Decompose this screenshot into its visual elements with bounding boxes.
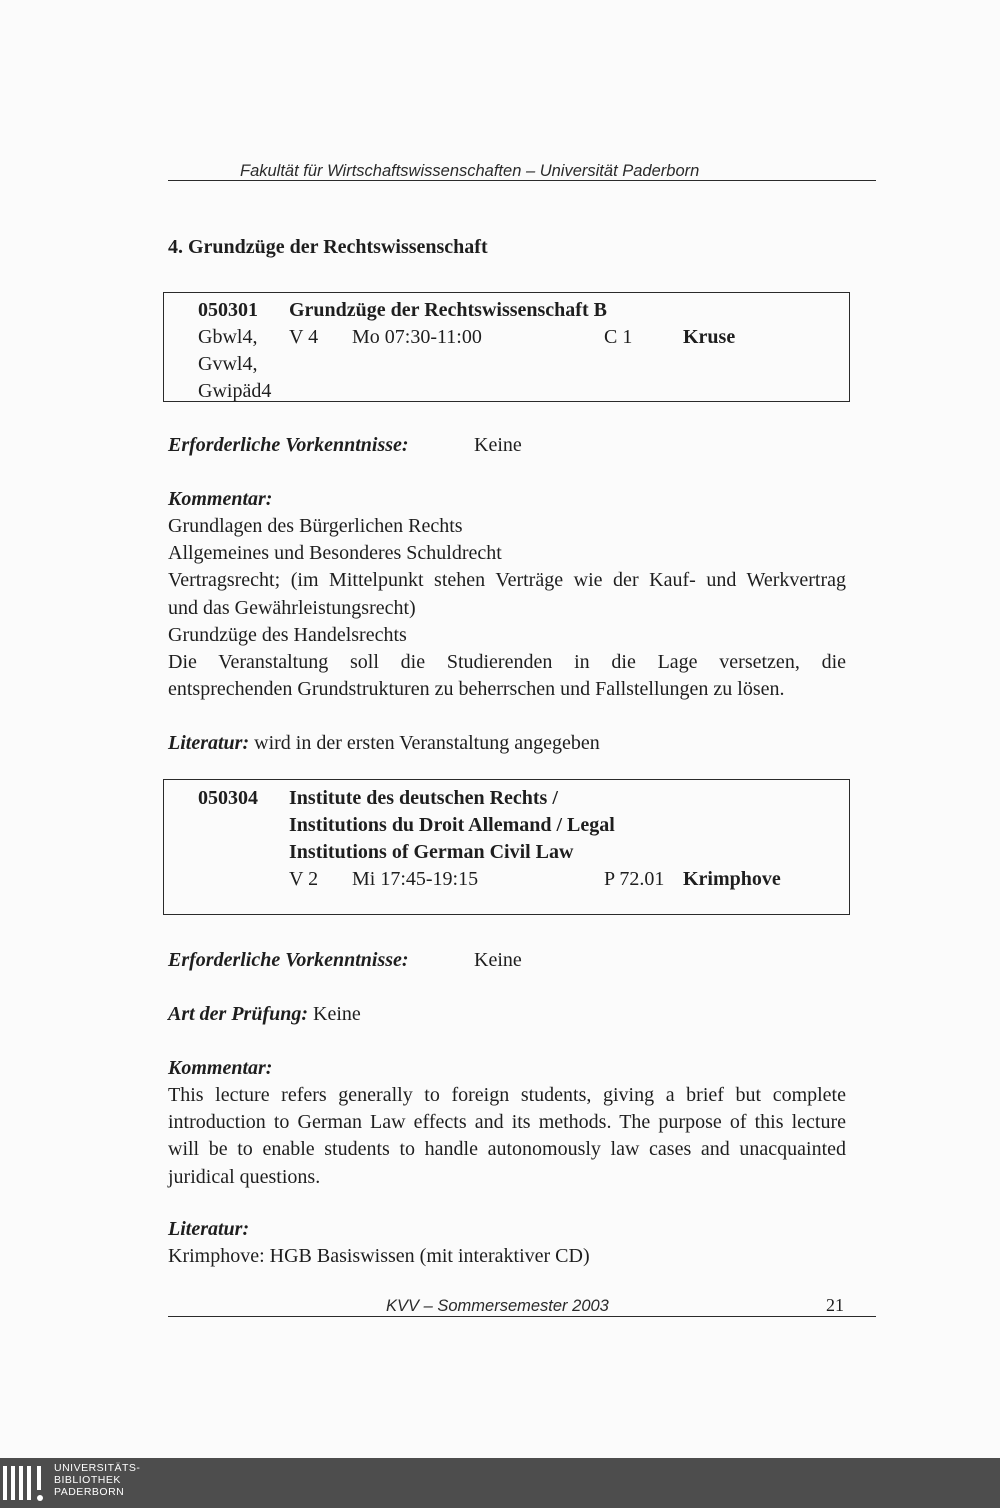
comment-line: This lecture refers generally to foreign students, giving a brief but complete [168,1084,846,1106]
footer-rule [168,1316,876,1317]
section-title: 4. Grundzüge der Rechtswissenschaft [168,236,488,258]
prereq-value: Keine [474,949,522,971]
course-lecturer: Kruse [683,326,736,348]
comment-line: Grundzüge des Handelsrechts [168,623,407,646]
page-number: 21 [826,1295,844,1315]
course-title-line: Institutions of German Civil Law [289,841,574,863]
course-type: V 2 [289,868,319,890]
comment-line: entsprechenden Grundstrukturen zu beherrschen und Fallstellungen zu lösen. [168,678,785,701]
course-number: 050301 [198,299,258,321]
comment-line: introduction to German Law effects and its methods. The purpose of this lecture [168,1111,846,1134]
course-number: 050304 [198,787,258,809]
literature-value: Krimphove: HGB Basiswissen (mit interaktiver CD) [168,1245,590,1267]
comment-text [168,1082,846,1191]
library-logo-icon [37,1466,41,1490]
library-bar [0,1458,1000,1508]
comment-line: Grundlagen des Bürgerlichen Rechts [168,515,463,537]
course-title-line: Institutions du Droit Allemand / Legal [289,814,615,836]
library-logo-icon [27,1466,31,1500]
course-lecturer: Krimphove [683,868,781,890]
library-name-line: BIBLIOTHEK [54,1474,121,1486]
comment-line: Die Veranstaltung soll die Studierenden in die Lage versetzen, die [168,651,846,674]
literature [168,730,600,757]
exam-value: Keine [313,1003,361,1025]
comment-line: Allgemeines und Besonderes Schuldrecht [168,542,502,565]
literature-label: Literatur: [168,1218,250,1240]
course-time: Mo 07:30-11:00 [352,326,482,348]
page-footer: KVV – Sommersemester 2003 [386,1297,609,1315]
comment-text [168,513,846,703]
prereq-value: Keine [474,434,522,456]
comment-line: will be to enable students to handle autonomously law cases and unacquainted [168,1138,846,1161]
program-code: Gwipäd4 [198,380,272,402]
course-title-line: Institute des deutschen Rechts / [289,787,558,809]
comment-line: juridical questions. [168,1165,321,1188]
course-room: C 1 [604,326,633,348]
library-name-line: PADERBORN [54,1486,125,1498]
library-logo-icon [19,1466,23,1500]
library-name-line: UNIVERSITÄTS- [54,1462,141,1474]
comment-line: Vertragsrecht; (im Mittelpunkt stehen Verträge wie der Kauf- und Werkvertrag [168,569,846,592]
header-rule [168,180,876,181]
comment-line: und das Gewährleistungsrecht) [168,596,416,619]
program-code: Gvwl4, [198,353,258,375]
comment-label: Kommentar: [168,488,273,510]
exam-label: Art der Prüfung: [168,1003,309,1025]
prereq-label: Erforderliche Vorkenntnisse: [168,949,409,971]
library-logo-icon [11,1466,15,1500]
page-header: Fakultät für Wirtschaftswissenschaften – Universität Paderborn [240,162,700,180]
prereq-label: Erforderliche Vorkenntnisse: [168,434,409,456]
course-time: Mi 17:45-19:15 [352,868,479,890]
library-logo-dot-icon [37,1495,43,1501]
library-logo-icon [3,1466,7,1500]
literature-value: wird in der ersten Veranstaltung angegeben [254,732,600,754]
literature-label: Literatur: [168,732,250,754]
program-code: Gbwl4, [198,326,258,348]
comment-label: Kommentar: [168,1057,273,1079]
exam-type [168,1001,361,1028]
course-type: V 4 [289,326,319,348]
course-title: Grundzüge der Rechtswissenschaft B [289,299,607,321]
course-room: P 72.01 [604,868,665,890]
